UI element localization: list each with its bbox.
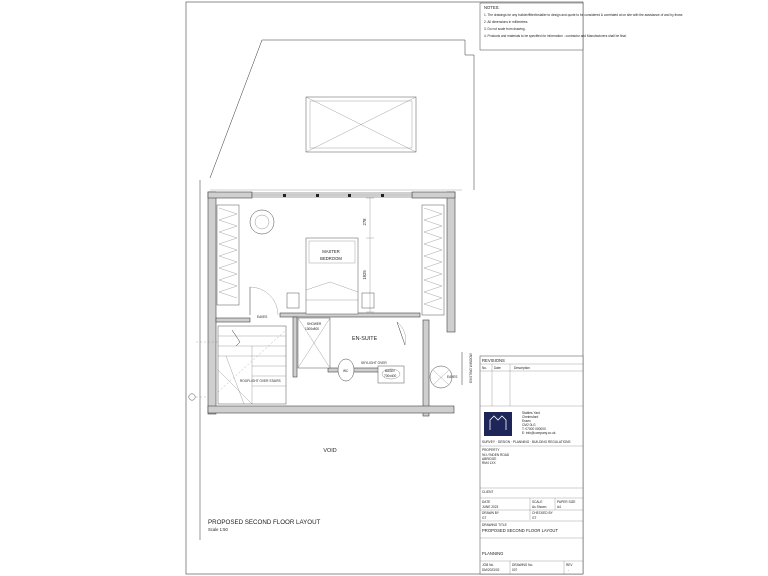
- dimension-1925: 1925: [362, 270, 367, 280]
- notes-heading: NOTES:: [484, 5, 500, 10]
- notes-item-2: 2. All dimensions in millimetres.: [484, 20, 529, 24]
- rev-col-no: No.: [482, 366, 487, 370]
- notes-item-4: 4. Products and materials to be specified for information - contractor and Manufacturers shall be final.: [484, 34, 627, 38]
- rooflight-upper: [306, 97, 416, 152]
- date-label: DATE: [482, 500, 491, 504]
- dimension-278: 278: [362, 218, 367, 226]
- rev-col-description: Description: [514, 366, 530, 370]
- label-shower: SHOWER: [307, 322, 322, 326]
- checked-by-value: GT: [532, 516, 537, 520]
- label-shower-size: 1300x800: [305, 327, 320, 331]
- company-phone: T: 07000 000000: [522, 427, 546, 431]
- job-label: JOB No.: [482, 563, 495, 567]
- drawing-title-value: PROPOSED SECOND FLOOR LAYOUT: [482, 528, 559, 533]
- label-basin-size: 700x400: [384, 374, 397, 378]
- checked-by-label: CHECKED BY: [532, 511, 553, 515]
- drawing-title: PROPOSED SECOND FLOOR LAYOUT: [208, 519, 321, 526]
- job-value: DM/2023/02: [482, 568, 500, 572]
- room-label-en-suite: EN-SUITE: [352, 336, 378, 342]
- company-address-1: Stables Yard: [522, 411, 540, 415]
- scale-label: SCALE: [532, 500, 543, 504]
- notes-panel: [480, 3, 683, 50]
- door-swing-ensuite: [397, 322, 406, 345]
- rev-label: REV: [566, 563, 573, 567]
- property-label: PROPERTY: [482, 448, 500, 452]
- wardrobe-right: [422, 205, 444, 315]
- drawing-scale: Scale 1:50: [208, 527, 228, 532]
- notes-item-1: 1. The drawings for any builder/fitter/installer to design and quote to be considered & correlated at on site with the assistance of and by those.: [484, 13, 684, 17]
- company-address-4: CM2 0LG: [522, 423, 536, 427]
- room-label-master: MASTER: [322, 249, 340, 254]
- company-email: E: info@company.co.uk: [522, 431, 556, 435]
- label-existing-window: EXISTING WINDOW: [469, 353, 473, 383]
- door-swing-left: [250, 287, 278, 315]
- paper-value: A4: [557, 505, 561, 509]
- drawing-title-label: DRAWING TITLE: [482, 523, 507, 527]
- label-wc: WC: [343, 369, 349, 373]
- title-block: [480, 356, 583, 574]
- rev-value: -: [568, 568, 570, 572]
- drawn-by-label: DRAWN BY: [482, 511, 500, 515]
- staircase: [218, 326, 286, 404]
- notes-item-3: 3. Do not scale from drawing.: [484, 27, 526, 31]
- scale-value: As Shown: [532, 505, 547, 509]
- property-line-1: 94 LYNDEN ROAD: [482, 453, 510, 457]
- label-eaves: EAVES: [257, 315, 268, 319]
- revisions-heading: REVISIONS: [482, 358, 505, 363]
- client-label: CLIENT: [482, 490, 494, 494]
- drawing-no-value: 007: [512, 568, 518, 572]
- drawing-no-label: DRAWING No.: [512, 563, 534, 567]
- room-label-void: VOID: [323, 448, 337, 454]
- label-stair-rooflight: ROOFLIGHT OVER STAIRS: [240, 379, 281, 383]
- label-skylight: SKYLIGHT OVER: [361, 361, 387, 365]
- label-eaves-right: EAVES: [447, 375, 458, 379]
- armchair: [250, 210, 274, 234]
- property-line-2: ABRIDGE: [482, 457, 497, 461]
- rev-col-date: Date: [494, 366, 501, 370]
- date-value: JUNE 2023: [482, 505, 499, 509]
- room-label-bedroom: BEDROOM: [320, 256, 342, 261]
- company-services: SURVEY · DESIGN · PLANNING · BUILDING REGULATIONS: [482, 440, 571, 444]
- label-basin: BASIN: [385, 369, 395, 373]
- property-line-3: RM4 1XX: [482, 461, 496, 465]
- company-address-2: Chelmsford: [522, 415, 539, 419]
- company-address-3: Essex: [522, 419, 531, 423]
- status-value: PLANNING: [482, 551, 504, 556]
- drawn-by-value: GT: [482, 516, 487, 520]
- wardrobe-left: [217, 205, 239, 305]
- paper-label: PAPER SIZE: [557, 500, 576, 504]
- company-logo: [484, 412, 512, 436]
